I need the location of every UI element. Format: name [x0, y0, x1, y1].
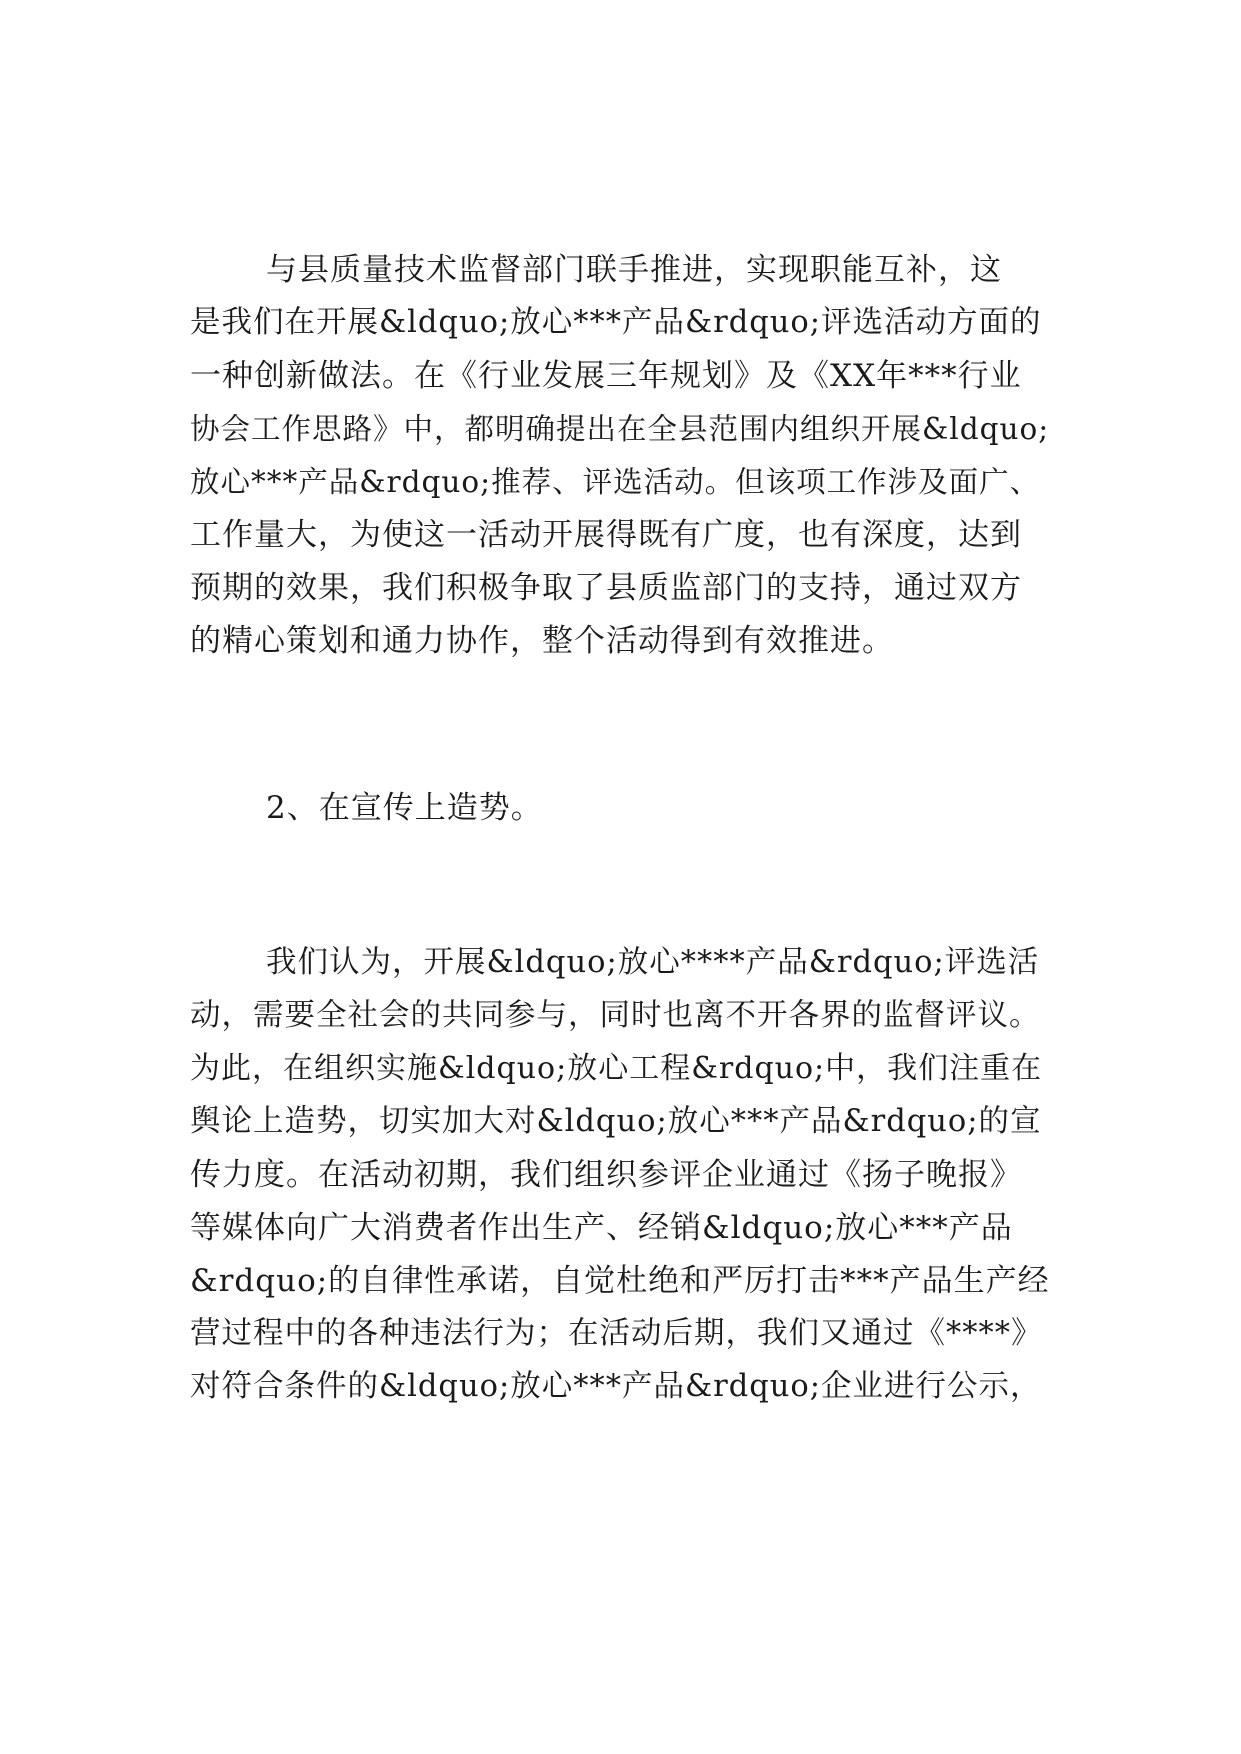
paragraph-1-line: 预期的效果，我们积极争取了县质监部门的支持，通过双方 — [190, 570, 1022, 606]
paragraph-1-line: 是我们在开展&ldquo;放心***产品&rdquo;评选活动方面的 — [190, 305, 1042, 340]
paragraph-2-line: 我们认为，开展&ldquo;放心****产品&rdquo;评选活 — [266, 945, 1040, 980]
paragraph-1-line: 协会工作思路》中，都明确提出在全县范围内组织开展&ldquo; — [190, 412, 1050, 446]
paragraph-2-line: &rdquo;的自律性承诺，自觉杜绝和严厉打击***产品生产经 — [190, 1263, 1050, 1299]
paragraph-2-line: 等媒体向广大消费者作出生产、经销&ldquo;放心***产品 — [190, 1210, 1013, 1246]
paragraph-1-line: 放心***产品&rdquo;推荐、评选活动。但该项工作涉及面广、 — [190, 465, 1041, 499]
paragraph-2-line: 营过程中的各种违法行为；在活动后期，我们又通过《****》 — [190, 1316, 1043, 1351]
section-heading: 2、在宣传上造势。 — [266, 790, 543, 826]
paragraph-2-line: 对符合条件的&ldquo;放心***产品&rdquo;企业进行公示， — [190, 1369, 1042, 1404]
paragraph-1-line: 工作量大，为使这一活动开展得既有广度，也有深度，达到 — [190, 517, 1022, 553]
paragraph-2-line: 舆论上造势，切实加大对&ldquo;放心***产品&rdquo;的宣 — [190, 1104, 1042, 1139]
paragraph-1-line: 的精心策划和通力协作，整个活动得到有效推进。 — [190, 623, 894, 659]
paragraph-1-line: 与县质量技术监督部门联手推进，实现职能互补，这 — [266, 252, 1002, 288]
paragraph-2-line: 传力度。在活动初期，我们组织参评企业通过《扬子晚报》 — [190, 1157, 1022, 1193]
paragraph-1-line: 一种创新做法。在《行业发展三年规划》及《XX年***行业 — [190, 358, 1022, 394]
paragraph-2-line: 动，需要全社会的共同参与，同时也离不开各界的监督评议。 — [190, 998, 1041, 1033]
paragraph-2-line: 为此，在组织实施&ldquo;放心工程&rdquo;中，我们注重在 — [190, 1051, 1043, 1086]
